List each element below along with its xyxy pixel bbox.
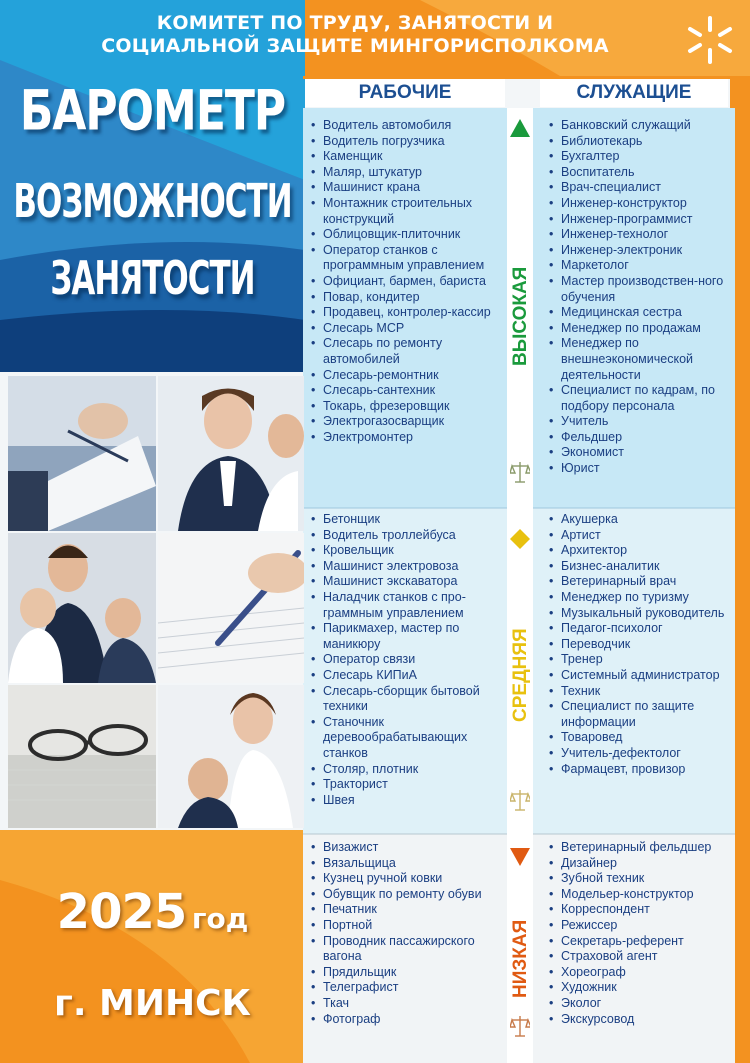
list-employees-high — [546, 118, 732, 477]
list-item: • Системный администратор — [546, 668, 732, 684]
list-item: • Зубной техник — [546, 871, 732, 887]
list-item: • Экскурсовод — [546, 1012, 732, 1028]
list-item: • Техник — [546, 684, 732, 700]
photo-pen-writing — [158, 533, 304, 683]
list-item: • Специалист по защите информации — [546, 699, 732, 730]
list-item: • Дизайнер — [546, 856, 732, 872]
level-label-low: НИЗКАЯ — [510, 919, 531, 998]
list-item: • Водитель погрузчика — [308, 134, 508, 150]
list-employees-low — [546, 840, 732, 1027]
header-line-2: СОЦИАЛЬНОЙ ЗАЩИТЕ МИНГОРИСПОЛКОМА — [101, 35, 609, 57]
year-suffix: год — [191, 902, 249, 935]
list-workers-high — [308, 118, 508, 445]
list-item: • Кровельщик — [308, 543, 508, 559]
scales-icon — [510, 1014, 530, 1038]
list-item: • Оператор станков с программным управлением — [308, 243, 508, 274]
list-item: • Водитель автомобиля — [308, 118, 508, 134]
list-item: • Инженер-электроник — [546, 243, 732, 259]
photo-team-meeting — [8, 533, 156, 683]
list-item: • Машинист экскаватора — [308, 574, 508, 590]
list-employees-medium — [546, 512, 732, 777]
list-item: • Проводник пассажирского вагона — [308, 934, 508, 965]
list-item: • Фармацевт, провизор — [546, 762, 732, 778]
list-item: • Бухгалтер — [546, 149, 732, 165]
list-item: • Врач-специалист — [546, 180, 732, 196]
level-label-medium: СРЕДНЯЯ — [510, 628, 531, 722]
list-item: • Специалист по кадрам, по подбору персонала — [546, 383, 732, 414]
list-item: • Электромонтер — [308, 430, 508, 446]
list-item: • Наладчик станков с про-граммным управлением — [308, 590, 508, 621]
list-item: • Маляр, штукатур — [308, 165, 508, 181]
photo-glasses — [8, 685, 156, 828]
list-item: • Менеджер по продажам — [546, 321, 732, 337]
list-item: • Кузнец ручной ковки — [308, 871, 508, 887]
list-item: • Машинист электровоза — [308, 559, 508, 575]
list-item: • Инженер-конструктор — [546, 196, 732, 212]
list-item: • Повар, кондитер — [308, 290, 508, 306]
list-item: • Педагог-психолог — [546, 621, 732, 637]
list-item: • Юрист — [546, 461, 732, 477]
list-item: • Учитель — [546, 414, 732, 430]
list-item: • Слесарь МСР — [308, 321, 508, 337]
list-item: • Швея — [308, 793, 508, 809]
list-item: • Продавец, контролер-кассир — [308, 305, 508, 321]
list-item: • Хореограф — [546, 965, 732, 981]
city: г. МИНСК — [54, 983, 251, 1024]
list-item: • Каменщик — [308, 149, 508, 165]
list-item: • Водитель троллейбуса — [308, 528, 508, 544]
list-item: • Оператор связи — [308, 652, 508, 668]
list-item: • Столяр, плотник — [308, 762, 508, 778]
scales-icon — [510, 788, 530, 812]
list-item: • Токарь, фрезеровщик — [308, 399, 508, 415]
list-item: • Портной — [308, 918, 508, 934]
list-workers-medium — [308, 512, 508, 808]
list-item: • Менеджер по внешнеэкономической деятельности — [546, 336, 732, 383]
list-item: • Артист — [546, 528, 732, 544]
logo-icon — [684, 14, 736, 66]
list-item: • Инженер-программист — [546, 212, 732, 228]
list-item: • Инженер-технолог — [546, 227, 732, 243]
list-item: • Фотограф — [308, 1012, 508, 1028]
list-item: • Архитектор — [546, 543, 732, 559]
photo-collage — [8, 376, 304, 828]
list-item: • Художник — [546, 980, 732, 996]
list-item: • Бизнес-аналитик — [546, 559, 732, 575]
list-item: • Слесарь-сантехник — [308, 383, 508, 399]
list-item: • Электрогазосварщик — [308, 414, 508, 430]
list-workers-low — [308, 840, 508, 1027]
photo-documents — [8, 376, 156, 531]
list-item: • Секретарь-референт — [546, 934, 732, 950]
list-item: • Библиотекарь — [546, 134, 732, 150]
list-item: • Маркетолог — [546, 258, 732, 274]
column-header-workers: РАБОЧИЕ — [305, 79, 505, 107]
list-item: • Телеграфист — [308, 980, 508, 996]
list-item: • Слесарь-сборщик бытовой техники — [308, 684, 508, 715]
list-item: • Эколог — [546, 996, 732, 1012]
triangle-up-icon — [509, 118, 531, 138]
year-number: 2025 — [56, 884, 187, 940]
list-item: • Станочник деревообрабатывающих станков — [308, 715, 508, 762]
photo-colleagues — [158, 376, 304, 531]
list-item: • Фельдшер — [546, 430, 732, 446]
list-item: • Переводчик — [546, 637, 732, 653]
list-item: • Бетонщик — [308, 512, 508, 528]
list-item: • Прядильщик — [308, 965, 508, 981]
photo-businesspeople — [158, 685, 304, 828]
list-item: • Банковский служащий — [546, 118, 732, 134]
list-item: • Машинист крана — [308, 180, 508, 196]
list-item: • Слесарь по ремонту автомобилей — [308, 336, 508, 367]
list-item: • Парикмахер, мастер по маникюру — [308, 621, 508, 652]
list-item: • Ветеринарный врач — [546, 574, 732, 590]
list-item: • Страховой агент — [546, 949, 732, 965]
title-line-1: БАРОМЕТР — [19, 79, 286, 144]
list-item: • Тракторист — [308, 777, 508, 793]
list-item: • Официант, бармен, бариста — [308, 274, 508, 290]
list-item: • Учитель-дефектолог — [546, 746, 732, 762]
list-item: • Корреспондент — [546, 902, 732, 918]
title-line-2: ВОЗМОЖНОСТИ — [13, 175, 292, 229]
list-item: • Вязальщица — [308, 856, 508, 872]
list-item: • Модельер-конструктор — [546, 887, 732, 903]
list-item: • Слесарь КИПиА — [308, 668, 508, 684]
list-item: • Ветеринарный фельдшер — [546, 840, 732, 856]
list-item: • Акушерка — [546, 512, 732, 528]
column-header-employees: СЛУЖАЩИЕ — [540, 79, 728, 107]
list-item: • Медицинская сестра — [546, 305, 732, 321]
list-item: • Облицовщик-плиточник — [308, 227, 508, 243]
list-item: • Печатник — [308, 902, 508, 918]
list-item: • Визажист — [308, 840, 508, 856]
year — [0, 884, 305, 940]
list-item: • Ткач — [308, 996, 508, 1012]
list-item: • Воспитатель — [546, 165, 732, 181]
list-item: • Тренер — [546, 652, 732, 668]
list-item: • Музыкальный руководитель — [546, 606, 732, 622]
list-item: • Менеджер по туризму — [546, 590, 732, 606]
diamond-icon — [509, 528, 531, 550]
title-line-3: ЗАНЯТОСТИ — [50, 252, 255, 306]
list-item: • Мастер производствен-ного обучения — [546, 274, 732, 305]
header-line-1: КОМИТЕТ ПО ТРУДУ, ЗАНЯТОСТИ И — [156, 12, 554, 34]
list-item: • Обувщик по ремонту обуви — [308, 887, 508, 903]
header — [60, 12, 650, 58]
list-item: • Товаровед — [546, 730, 732, 746]
list-item: • Слесарь-ремонтник — [308, 368, 508, 384]
level-label-high: ВЫСОКАЯ — [510, 266, 531, 366]
list-item: • Монтажник строительных конструкций — [308, 196, 508, 227]
list-item: • Режиссер — [546, 918, 732, 934]
triangle-down-icon — [509, 847, 531, 867]
scales-icon — [510, 460, 530, 484]
list-item: • Экономист — [546, 445, 732, 461]
